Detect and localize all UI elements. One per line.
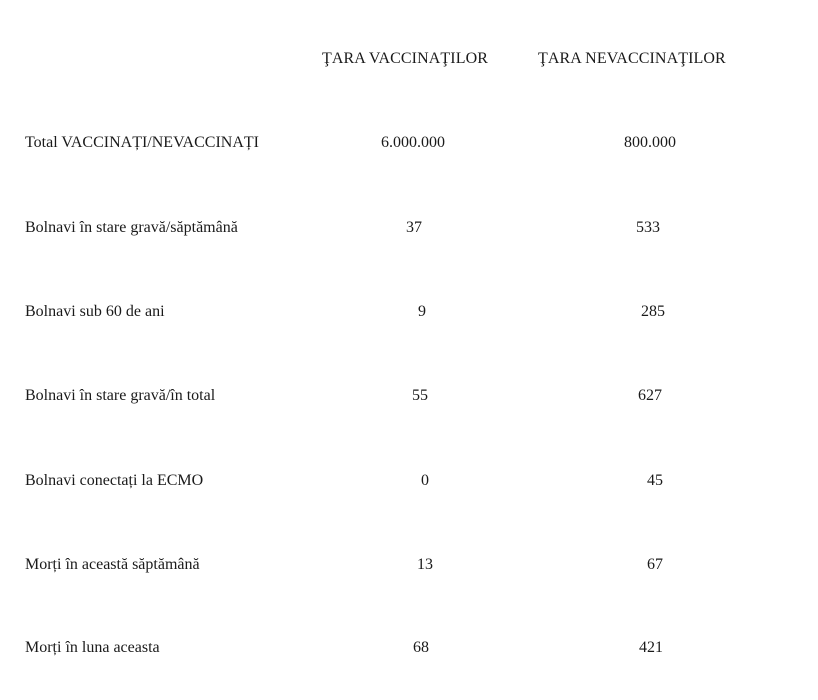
vaccinated-value: 68 — [413, 639, 429, 656]
row-label: Total VACCINAȚI/NEVACCINAȚI — [25, 134, 259, 151]
vaccinated-value: 37 — [406, 219, 422, 236]
unvaccinated-value: 285 — [641, 303, 665, 320]
vaccinated-value: 6.000.000 — [381, 134, 445, 151]
unvaccinated-value: 45 — [647, 472, 663, 489]
table-row — [0, 134, 818, 158]
vaccinated-value: 0 — [421, 472, 429, 489]
vaccinated-value: 55 — [412, 387, 428, 404]
row-label: Bolnavi sub 60 de ani — [25, 303, 165, 320]
unvaccinated-value: 627 — [638, 387, 662, 404]
table-row — [0, 556, 818, 580]
unvaccinated-value: 67 — [647, 556, 663, 573]
unvaccinated-value: 533 — [636, 219, 660, 236]
unvaccinated-value: 800.000 — [624, 134, 676, 151]
unvaccinated-value: 421 — [639, 639, 663, 656]
table-row — [0, 303, 818, 327]
table-row — [0, 219, 818, 243]
row-label: Bolnavi în stare gravă/în total — [25, 387, 216, 404]
row-label: Bolnavi conectați la ECMO — [25, 472, 204, 489]
column-header-unvaccinated: ŢARA NEVACCINAŢILOR — [538, 50, 726, 67]
vaccinated-value: 13 — [417, 556, 433, 573]
table-row — [0, 387, 818, 411]
row-label: Morți în luna aceasta — [25, 639, 160, 656]
table-row — [0, 639, 818, 663]
vaccinated-value: 9 — [418, 303, 426, 320]
column-header-vaccinated: ŢARA VACCINAŢILOR — [322, 50, 489, 67]
table-row — [0, 472, 818, 496]
row-label: Bolnavi în stare gravă/săptămână — [25, 219, 238, 236]
row-label: Morți în această săptămână — [25, 556, 200, 573]
